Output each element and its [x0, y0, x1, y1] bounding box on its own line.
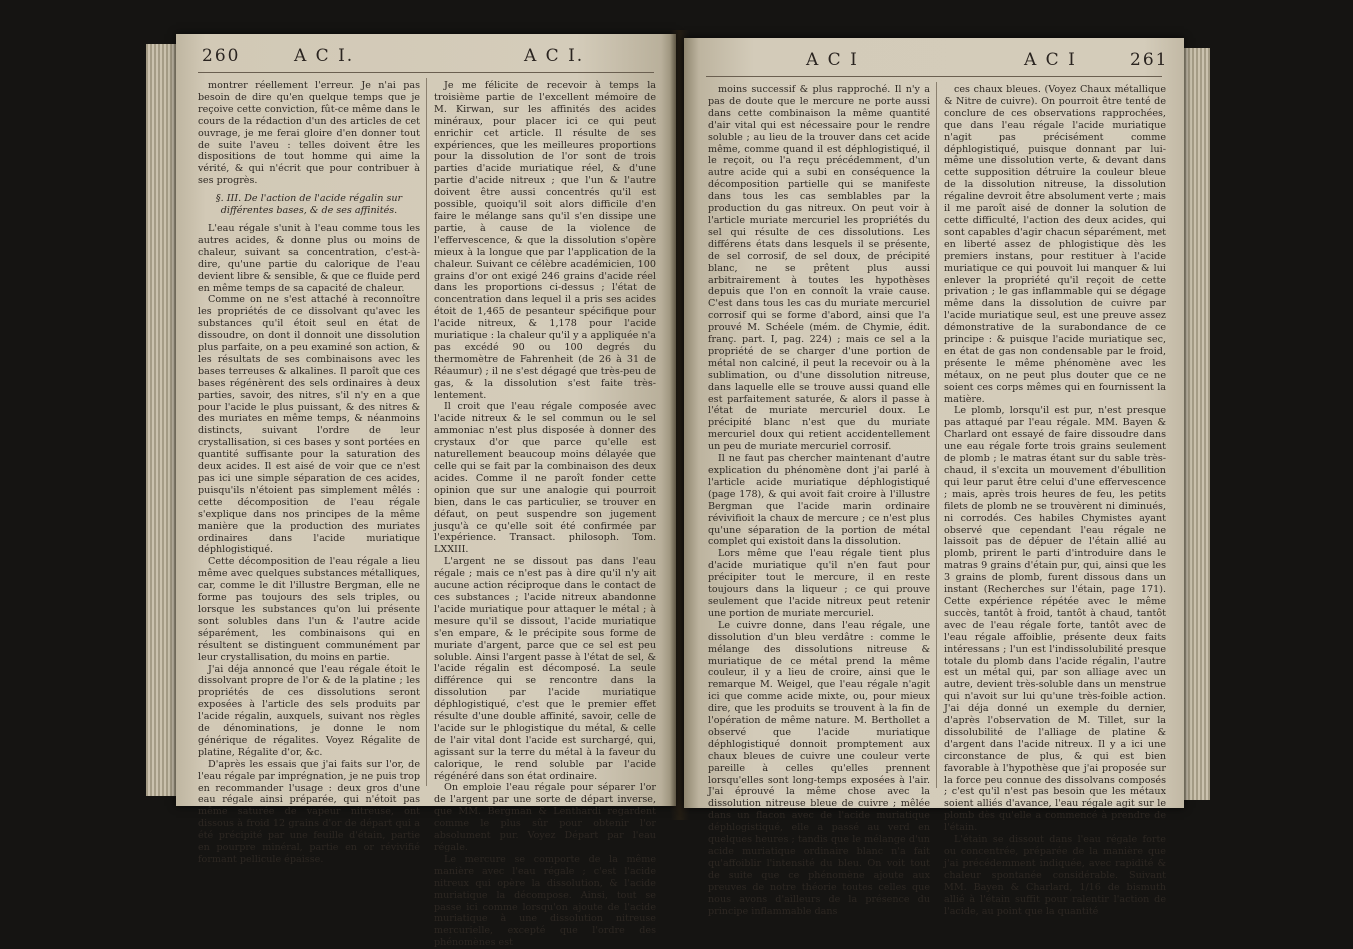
paragraph: Il croit que l'eau régale composée avec l'acide nitreux & le sel commun ou le sel ammoniac n'est plus disposée à donner des crystaux d'or que parce qu'elle est naturellement beaucoup moins délayée que celle qui se fait par la combinaison des deux acides. Comme il ne paroît fonder cette opinion que sur une analogie qui pourroit bien, dans le cas particulier, se trouver en défaut, on peut suspendre son jugement jusqu'à ce qu'elle soit été confirmée par l'expérience. Transact. philosoph. Tom. LXXIII.: [434, 401, 656, 556]
paragraph: Le plomb, lorsqu'il est pur, n'est presque pas attaqué par l'eau régale. MM. Bayen & Charlard ont essayé de faire dissoudre dans une eau régale forte trois grains seulement de plomb ; le matras étant sur du sable très-chaud, il s'excita un mouvement d'ébullition qui leur parut être celui d'une effervescence ; mais, après trois heures de feu, les petits filets de plomb ne se trouvèrent ni diminués, ni corrodés. Ces habiles Chymistes ayant observé que cependant l'eau régale ne laissoit pas de dépuer de l'étain allié au plomb, prirent le parti d'introduire dans le matras 9 grains d'étain pur, qui, ainsi que les 3 grains de plomb, furent dissous dans un instant (Recherches sur l'étain, page 171). Cette expérience répétée avec le même succès, tantôt à froid, tantôt à chaud, tantôt avec de l'eau régale forte, tantôt avec de l'eau régale affoiblie, présente deux faits intéressans ; l'un est l'indissolubilité presque totale du plomb dans l'acide régalin, l'autre est un métal qui, par son alliage avec un autre, devient très-soluble dans un menstrue qui n'avoit sur lui qu'une très-foible action. J'ai déja donné un exemple du dernier, d'après l'observation de M. Tillet, sur la dissolubilité de l'alliage de platine & d'argent dans l'acide nitreux. Il y a ici une circonstance de plus, & qui est bien favorable à l'hypothèse que j'ai proposée sur la force peu connue des dissolvans composés ; c'est qu'il n'est pas besoin que les métaux soient alliés d'avance, l'eau régale agit sur le plomb dès qu'elle a commencé à prendre de l'étain.: [944, 405, 1166, 834]
right-page-column-2: [944, 84, 1166, 917]
left-page-column-2: [434, 80, 656, 949]
left-page-stack-edge: [146, 44, 178, 796]
right-page-stack-edge: [1182, 48, 1210, 800]
right-running-head: [684, 50, 1184, 72]
paragraph: Cette décomposition de l'eau régale a lieu même avec quelques substances métalliques, car, comme le dit l'illustre Bergman, elle ne forme pas toujours des sels triples, ou lorsque les substances qu'on lui présente sont solubles dans l'un & l'autre acide séparément, les combinaisons qui en résultent se distinguent communément par leur crystallisation, du moins en partie.: [198, 556, 420, 663]
open-book: [6, 4, 1347, 949]
paragraph: Lors même que l'eau régale tient plus d'acide muriatique qu'il n'en faut pour précipiter tout le mercure, il en reste toujours dans la liqueur ; ce qui prouve seulement que l'acide nitreux peut retenir une portion de muriate mercuriel.: [708, 548, 930, 619]
page-number: 261: [1130, 50, 1169, 70]
running-head-left: A C I: [806, 50, 859, 70]
left-page-column-1: [198, 80, 420, 865]
left-page: [176, 34, 676, 949]
right-page: [684, 38, 1184, 917]
header-rule: [706, 76, 1162, 77]
paragraph: ces chaux bleues. (Voyez Chaux métallique & Nitre de cuivre). On pourroit être tenté de conclure de ces observations rapprochées, que dans l'eau régale l'acide muriatique n'agit pas précisément comme déphlogistiqué, puisque donnant par lui-même une dissolution verte, & devant dans cette supposition détruire la couleur bleue de la dissolution nitreuse, la dissolution régaline devroit être absolument verte ; mais il me paroît aisé de donner la solution de cette difficulté, l'action des deux acides, qui sont capables d'agir chacun séparément, met en liberté assez de phlogistique dès les premiers instans, pour restituer à l'acide muriatique ce qui pouvoit lui manquer & lui enlever la propriété qu'il reçoit de cette privation ; le gas inflammable qui se dégage même dans la dissolution de cuivre par l'acide muriatique seul, est une preuve assez démonstrative de la surabondance de ce principe : & puisque l'acide muriatique sec, en état de gas non condensable par le froid, présente le même phénomène avec les métaux, on ne peut plus douter que ce ne soient ces corps mêmes qui en fournissent la matière.: [944, 84, 1166, 405]
header-rule: [198, 72, 654, 73]
running-head-right: A C I: [1024, 50, 1077, 70]
paragraph: J'ai déja annoncé que l'eau régale étoit le dissolvant propre de l'or & de la platine ; les propriétés de ces dissolutions seront exposées à l'article des sels produits par l'acide régalin, auxquels, suivant nos règles de dénominations, je donne le nom générique de régalites. Voyez Régalite de platine, Régalite d'or, &c.: [198, 663, 420, 758]
right-page-column-1: [708, 84, 930, 917]
left-running-head: [176, 46, 676, 68]
paragraph: montrer réellement l'erreur. Je n'ai pas besoin de dire qu'en quelque temps que je reçoive cette conviction, fût-ce même dans le cours de la rédaction d'un des articles de cet ouvrage, je me ferai gloire d'en donner tout de suite l'aveu : telles doivent être les dispositions de tout homme qui aime la vérité, & qui n'écrit que pour contribuer à ses progrès.: [198, 80, 420, 187]
section-heading: §. III. De l'action de l'acide régalin sur différentes bases, & de ses affinités.: [215, 193, 403, 217]
paragraph: moins successif & plus rapproché. Il n'y a pas de doute que le mercure ne porte aussi dans cette combinaison la même quantité d'air vital qui est nécessaire pour le rendre soluble ; au lieu de la trouver dans cet acide même, comme quand il est déphlogistiqué, il le reçoit, ou l'a reçu précédemment, d'un autre acide qui a subi en conséquence la décomposition partielle qui se manifeste dans tous les cas semblables par la production du gas nitreux. On peut voir à l'article muriate mercuriel les propriétés du sel qui résulte de ces dissolutions. Les différens états dans lesquels il se présente, de sel corrosif, de sel doux, de précipité blanc, ne se prêtent plus aussi arbitrairement à toutes les hypothèses depuis que l'on en connoît la vraie cause. C'est dans tous les cas du muriate mercuriel corrosif qui se forme d'abord, ainsi que l'a prouvé M. Schéele (mém. de Chymie, édit. franç. part. I, pag. 224) ; mais ce sel a la propriété de se charger d'une portion de métal non calciné, il peut la recevoir ou à la sublimation, ou d'une dissolution nitreuse, dans laquelle elle se trouve aussi quand elle est parfaitement saturée, & alors il passe à l'état de muriate mercuriel doux. Le précipité blanc n'est que du muriate mercuriel doux qui retient accidentellement un peu de muriate mercuriel corrosif.: [708, 84, 930, 453]
paragraph: L'argent ne se dissout pas dans l'eau régale ; mais ce n'est pas à dire qu'il n'y ait aucune action réciproque dans le contact de ces substances ; l'acide nitreux abandonne l'acide muriatique pour attaquer le métal ; à mesure qu'il se dissout, l'acide muriatique s'en empare, & le précipite sous forme de muriate d'argent, parce que ce sel est peu soluble. Ainsi l'argent passe à l'état de sel, & l'acide régalin est décomposé. La seule différence qui se rencontre dans la dissolution par l'acide muriatique déphlogistiqué, c'est que le premier effet résulte d'une double affinité, savoir, celle de l'acide sur le phlogistique du métal, & celle de l'air vital dont l'acide est surchargé, qui, agissant sur la terre du métal à la faveur du calorique, le rend soluble par l'acide régénéré dans son état ordinaire.: [434, 556, 656, 782]
running-head-right: A C I.: [524, 46, 585, 66]
paragraph: Le cuivre donne, dans l'eau régale, une dissolution d'un bleu verdâtre : comme le mélange des dissolutions nitreuse & muriatique de ce métal prend la même couleur, il y a lieu de croire, ainsi que le remarque M. Weigel, que l'eau régale n'agit ici que comme acide mixte, ou, pour mieux dire, que les produits se trouvent à la fin de l'opération de même nature. M. Berthollet a observé que l'acide muriatique déphlogistiqué donnoit promptement aux chaux bleues de cuivre une couleur verte pareille à celles qu'elles prennent lorsqu'elles sont long-temps exposées à l'air. J'ai éprouvé la même chose avec la dissolution nitreuse bleue de cuivre ; mêlée dans un flacon avec de l'acide muriatique déphlogistiqué, elle a passé au verd en quelques heures ; tandis que le mélange d'un acide muriatique ordinaire blanc n'a fait qu'affoiblir l'intensité du bleu. On voit tout de suite que ce phénomène ajoute aux preuves de notre théorie toutes celles que nous avons d'ailleurs de la présence du principe inflammable dans: [708, 619, 930, 917]
column-divider: [936, 82, 937, 788]
paragraph: D'après les essais que j'ai faits sur l'or, de l'eau régale par imprégnation, je ne puis trop en recommander l'usage : deux gros d'une eau régale ainsi préparée, qui n'étoit pas même saturée de vapeur nitreuse, ont dissous à froid 12 grains d'or de départ qui a été précipité par une feuille d'étain, partie en pourpre minéral, partie en or révivifié formant pellicule épaisse.: [198, 758, 420, 865]
paragraph: Je me félicite de recevoir à temps la troisième partie de l'excellent mémoire de M. Kirwan, sur les affinités des acides minéraux, pour placer ici ce qui peut enrichir cet article. Il résulte de ses expériences, que les meilleures proportions pour la dissolution de l'or sont de trois parties d'acide muriatique réel, & d'une partie d'acide nitreux ; que l'un & l'autre doivent être aussi concentrés qu'il est possible, quoiqu'il soit alors difficile d'en faire le mélange sans qu'il s'en dissipe une partie, à cause de la violence de l'effervescence, & que la dissolution s'opère mieux à la longue que par l'application de la chaleur. Suivant ce célèbre académicien, 100 grains d'or ont exigé 246 grains d'acide réel dans les proportions ci-dessus ; l'état de concentration dans lequel il a pris ses acides étoit de 1,465 de pesanteur spécifique pour l'acide nitreux, & 1,178 pour l'acide muriatique : la chaleur qu'il y a appliquée n'a pas excédé 90 ou 100 degrés du thermomètre de Fahrenheit (de 26 à 31 de Réaumur) ; il ne s'est dégagé que très-peu de gas, & la dissolution s'est faite très-lentement.: [434, 80, 656, 401]
paragraph: Comme on ne s'est attaché à reconnoître les propriétés de ce dissolvant qu'avec les substances qu'il étoit seul en état de dissoudre, on dont il donnoit une dissolution plus parfaite, on a peu examiné son action, & les résultats de ses combinaisons avec les bases terreuses & alkalines. Il paroît que ces bases régénèrent des sels ordinaires à deux parties, savoir, des nitres, s'il n'y en a que pour l'acide le plus puissant, & des nitres & des muriates en même temps, & néanmoins distincts, suivant l'ordre de leur crystallisation, si ces bases y sont portées en quantité suffisante pour la saturation des deux acides. Il est aisé de voir que ce n'est pas ici une simple séparation de ces acides, puisqu'ils n'étoient pas simplement mêlés : cette décomposition de l'eau régale s'explique dans nos principes de la même manière que la production des muriates ordinaires dans l'acide muriatique déphlogistiqué.: [198, 294, 420, 556]
running-head-left: A C I.: [294, 46, 355, 66]
paragraph: L'étain se dissout dans l'eau régale forte ou concentrée, préparée de la manière que j'ai précédemment indiquée, avec rapidité & chaleur spontanée considérable. Suivant MM. Bayen & Charlard, 1/16 de bismuth allié à l'étain suffit pour ralentir l'action de l'acide, au point que la quantité: [944, 834, 1166, 917]
paragraph: Il ne faut pas chercher maintenant d'autre explication du phénomène dont j'ai parlé à l'article acide muriatique déphlogistiqué (page 178), & qui avoit fait croire à l'illustre Bergman que l'acide marin ordinaire révivifioit la chaux de mercure ; ce n'est plus qu'une séparation de la portion de métal complet qui existoit dans la dissolution.: [708, 453, 930, 548]
paragraph: On emploie l'eau régale pour séparer l'or de l'argent par une sorte de départ inverse, que MM. Bergman & Lenthardi regardent comme le plus sûr pour obtenir l'or absolument pur. Voyez Départ par l'eau régale.: [434, 782, 656, 853]
paragraph: Le mercure se comporte de la même manière avec l'eau régale ; c'est l'acide nitreux qui opère la dissolution, & l'acide muriatique la décompose. Ainsi, tout se passe ici comme lorsqu'on ajoute de l'acide muriatique à une dissolution nitreuse mercurielle, excepté que l'ordre des phénomènes est: [434, 853, 656, 949]
column-divider: [426, 78, 427, 786]
page-number: 260: [202, 46, 241, 66]
paragraph: L'eau régale s'unit à l'eau comme tous les autres acides, & donne plus ou moins de chaleur, suivant sa concentration, c'est-à-dire, qu'une partie du calorique de l'eau devient libre & sensible, & que ce fluide perd en même temps de sa capacité de chaleur.: [198, 222, 420, 294]
